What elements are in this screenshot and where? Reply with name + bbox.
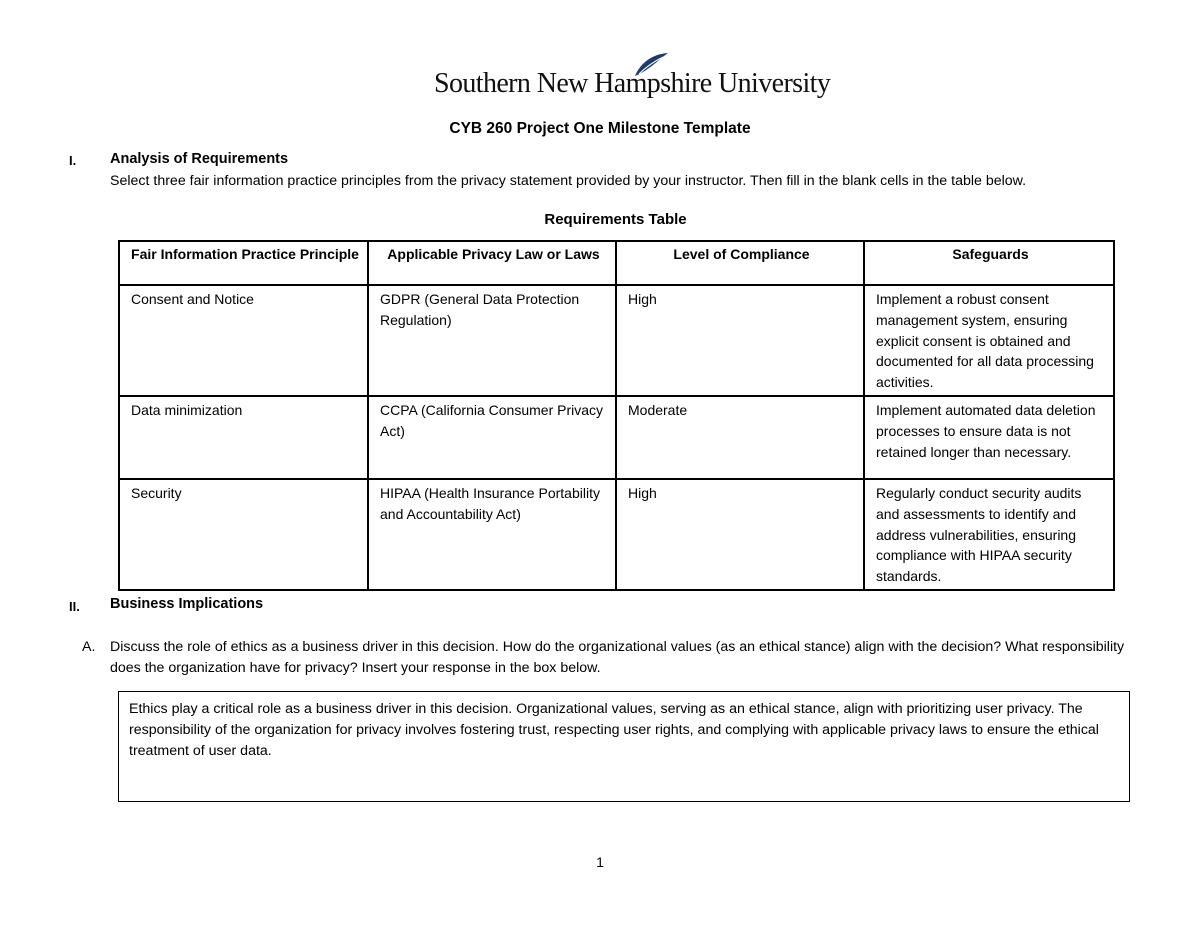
document-title: CYB 260 Project One Milestone Template bbox=[449, 120, 751, 137]
header-cell-compliance: Level of Compliance bbox=[616, 241, 864, 285]
table-cell: Regularly conduct security audits and assessments to identify and address vulnerabilities, ensuring compliance with HIPAA security standards. bbox=[864, 479, 1114, 590]
header-cell-law: Applicable Privacy Law or Laws bbox=[368, 241, 616, 285]
table-cell: Moderate bbox=[616, 396, 864, 479]
leaf-icon bbox=[633, 52, 669, 78]
header-cell-principle: Fair Information Practice Principle bbox=[119, 241, 368, 285]
table-cell: High bbox=[616, 479, 864, 590]
table-cell: GDPR (General Data Protection Regulation) bbox=[368, 285, 616, 396]
page-number: 1 bbox=[596, 854, 604, 870]
table-cell: Implement a robust consent management system, ensuring explicit consent is obtained and documented for all data processing activities. bbox=[864, 285, 1114, 396]
table-cell: Security bbox=[119, 479, 368, 590]
table-cell: High bbox=[616, 285, 864, 396]
section-1-number: I. bbox=[69, 153, 77, 168]
university-logo bbox=[434, 52, 831, 107]
table-caption: Requirements Table bbox=[544, 211, 687, 228]
table-cell: HIPAA (Health Insurance Portability and Accountability Act) bbox=[368, 479, 616, 590]
section-1-heading: Analysis of Requirements bbox=[110, 151, 289, 167]
logo-text: Southern New Hampshire University bbox=[434, 68, 831, 99]
requirements-table bbox=[118, 240, 1115, 591]
table-cell: Data minimization bbox=[119, 396, 368, 479]
table-cell: CCPA (California Consumer Privacy Act) bbox=[368, 396, 616, 479]
table-row bbox=[119, 396, 1114, 479]
section-1-instructions: Select three fair information practice principles from the privacy statement provided by your instructor. Then fill in the blank cells in the table below. bbox=[110, 173, 1027, 189]
table-cell: Consent and Notice bbox=[119, 285, 368, 396]
table-cell: Implement automated data deletion processes to ensure data is not retained longer than necessary. bbox=[864, 396, 1114, 479]
table-row bbox=[119, 479, 1114, 590]
table-row bbox=[119, 285, 1114, 396]
response-box[interactable]: Ethics play a critical role as a business driver in this decision. Organizational values, serving as an ethical stance, align with prioritizing user privacy. The responsibility of the organization for privacy involves fostering trust, respecting user rights, and complying with applicable privacy laws to ensure the ethical treatment of user data. bbox=[118, 691, 1130, 802]
item-a-label: A. bbox=[82, 639, 96, 655]
item-a-prompt: Discuss the role of ethics as a business driver in this decision. How do the organizational values (as an ethical stance) align with the decision? What responsibility does the organization have for privacy? Insert your response in the box below. bbox=[110, 639, 1125, 676]
section-2-heading: Business Implications bbox=[110, 596, 264, 612]
section-2-number: II. bbox=[69, 599, 80, 614]
header-cell-safeguards: Safeguards bbox=[864, 241, 1114, 285]
table-header-row bbox=[119, 241, 1114, 285]
